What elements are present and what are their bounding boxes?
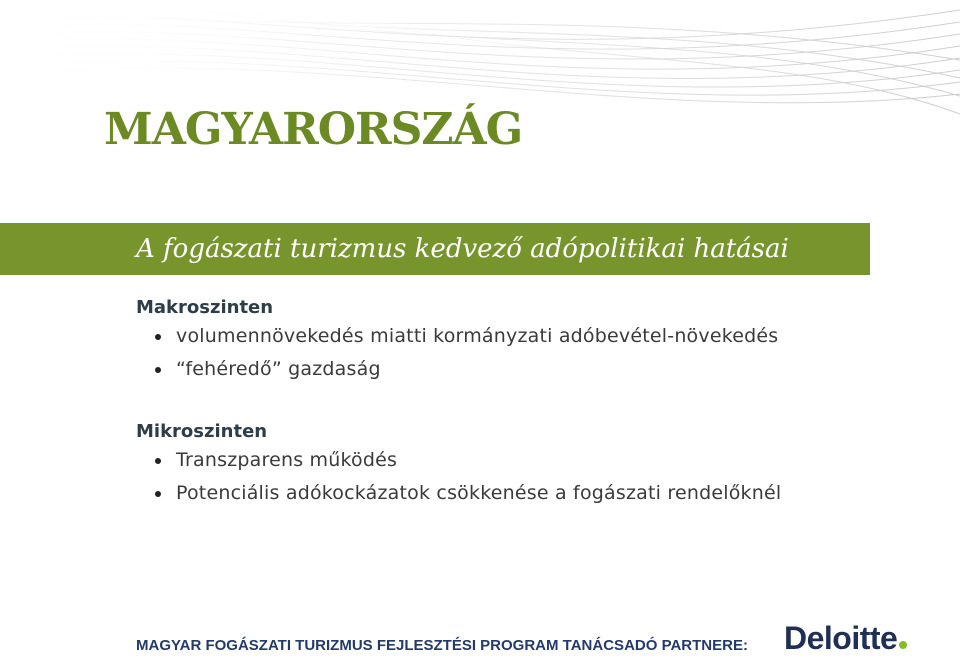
list-item (136, 444, 916, 477)
list-item-text: Potenciális adókockázatok csökkenése a fogászati rendelőknél (176, 482, 782, 504)
slide-content (136, 296, 916, 510)
list-item (136, 477, 916, 510)
page-title: MAGYARORSZÁG (104, 104, 523, 155)
list-item (136, 320, 916, 353)
bullet-icon (155, 491, 161, 497)
logo-dot-icon (899, 641, 907, 649)
decorative-wave-lines (0, 0, 960, 200)
list-item-text: Transzparens működés (176, 449, 398, 471)
bullet-icon (155, 458, 161, 464)
section-heading-micro: Mikroszinten (136, 421, 268, 442)
macro-list (136, 320, 916, 386)
bullet-icon (155, 334, 161, 340)
micro-list (136, 444, 916, 510)
list-item (136, 353, 916, 386)
list-item-text: “fehéredő” gazdaság (176, 358, 381, 380)
list-item-text: volumennövekedés miatti kormányzati adóbevétel-növekedés (176, 325, 779, 347)
logo-wordmark: Deloitte (784, 620, 898, 656)
footer-partner-text: MAGYAR FOGÁSZATI TURIZMUS FEJLESZTÉSI PROGRAM TANÁCSADÓ PARTNERE: (136, 637, 748, 654)
deloitte-logo (784, 620, 907, 656)
banner-subtitle: A fogászati turizmus kedvező adópolitikai hatásai (136, 234, 789, 264)
section-heading-macro: Makroszinten (136, 297, 274, 318)
bullet-icon (155, 367, 161, 373)
subtitle-banner (0, 223, 870, 275)
